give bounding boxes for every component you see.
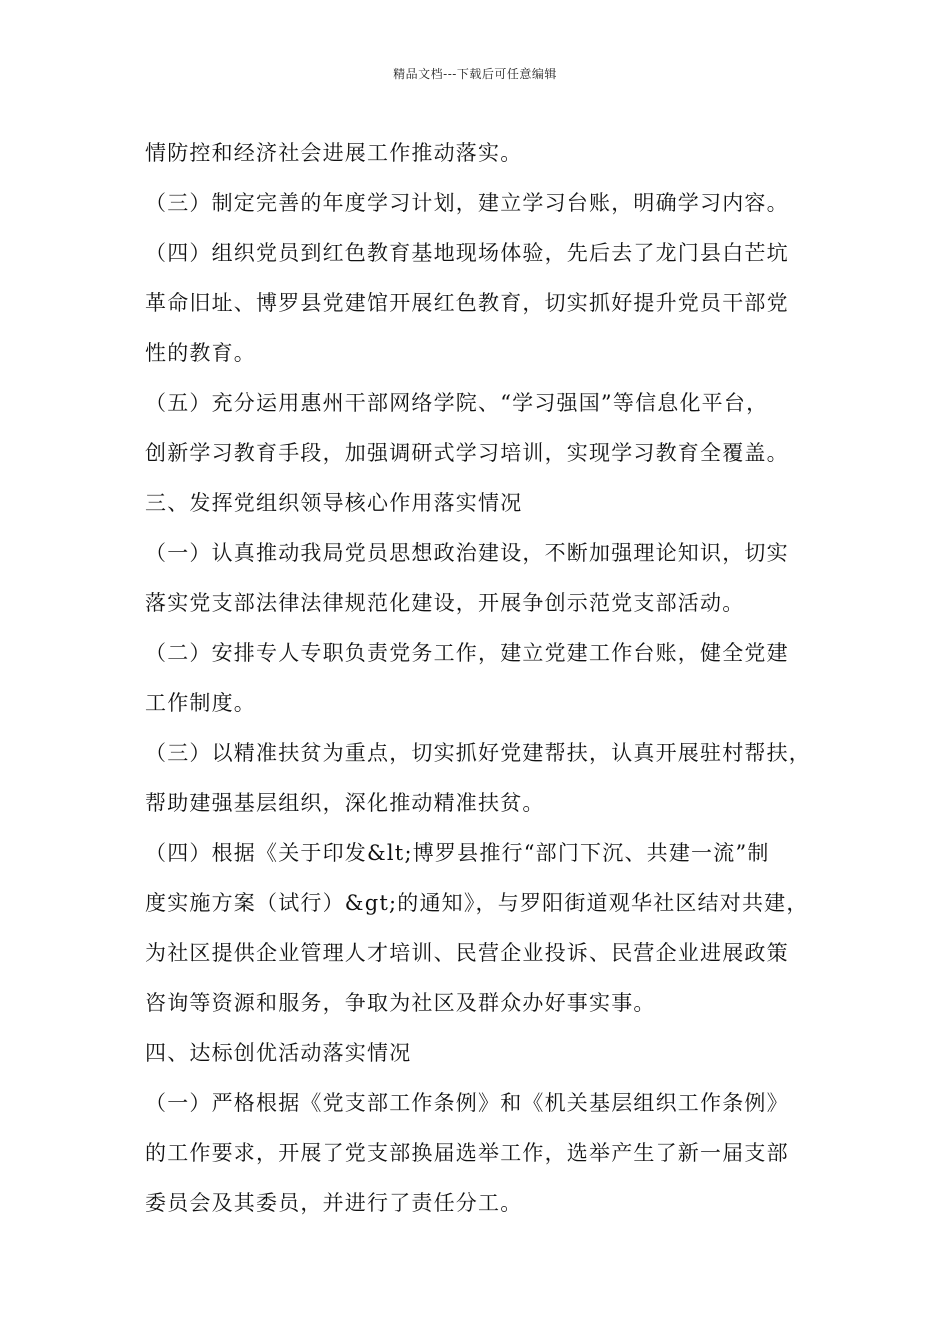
text-line: 的工作要求，开展了党支部换届选举工作，选举产生了新一届支部 bbox=[145, 1141, 789, 1165]
text-line: 委员会及其委员，并进行了责任分工。 bbox=[145, 1191, 523, 1215]
document-body bbox=[145, 128, 835, 1228]
text-line: 为社区提供企业管理人才培训、民营企业投诉、民营企业进展政策 bbox=[145, 941, 789, 965]
text-line: （一）严格根据《党支部工作条例》和《机关基层组织工作条例》 bbox=[145, 1091, 789, 1115]
text-line: 革命旧址、博罗县党建馆开展红色教育，切实抓好提升党员干部党 bbox=[145, 291, 789, 315]
section-heading: 四、达标创优活动落实情况 bbox=[145, 1041, 412, 1065]
text-line: 咨询等资源和服务，争取为社区及群众办好事实事。 bbox=[145, 991, 656, 1015]
text-line: （三）以精准扶贫为重点，切实抓好党建帮扶，认真开展驻村帮扶， bbox=[145, 741, 811, 765]
text-line: 性的教育。 bbox=[145, 341, 256, 365]
text-line: 情防控和经济社会进展工作推动落实。 bbox=[145, 141, 523, 165]
text-line: （二）安排专人专职负责党务工作，建立党建工作台账，健全党建 bbox=[145, 641, 789, 665]
text-line: （四）根据《关于印发&lt;博罗县推行“部门下沉、共建一流”制 bbox=[145, 841, 770, 865]
text-line: （三）制定完善的年度学习计划，建立学习台账，明确学习内容。 bbox=[145, 191, 789, 215]
text-line: （四）组织党员到红色教育基地现场体验，先后去了龙门县白芒坑 bbox=[145, 241, 789, 265]
text-line: 帮助建强基层组织，深化推动精准扶贫。 bbox=[145, 791, 545, 815]
text-line: 创新学习教育手段，加强调研式学习培训，实现学习教育全覆盖。 bbox=[145, 441, 789, 465]
text-line: （五）充分运用惠州干部网络学院、“学习强国”等信息化平台， bbox=[145, 391, 769, 415]
page-header: 精品文档---下载后可任意编辑 bbox=[393, 67, 557, 81]
section-heading: 三、发挥党组织领导核心作用落实情况 bbox=[145, 491, 523, 515]
text-line: （一）认真推动我局党员思想政治建设，不断加强理论知识，切实 bbox=[145, 541, 789, 565]
text-line: 工作制度。 bbox=[145, 691, 256, 715]
text-line: 度实施方案（试行）&gt;的通知》，与罗阳街道观华社区结对共建， bbox=[145, 891, 809, 915]
text-line: 落实党支部法律法律规范化建设，开展争创示范党支部活动。 bbox=[145, 591, 745, 615]
